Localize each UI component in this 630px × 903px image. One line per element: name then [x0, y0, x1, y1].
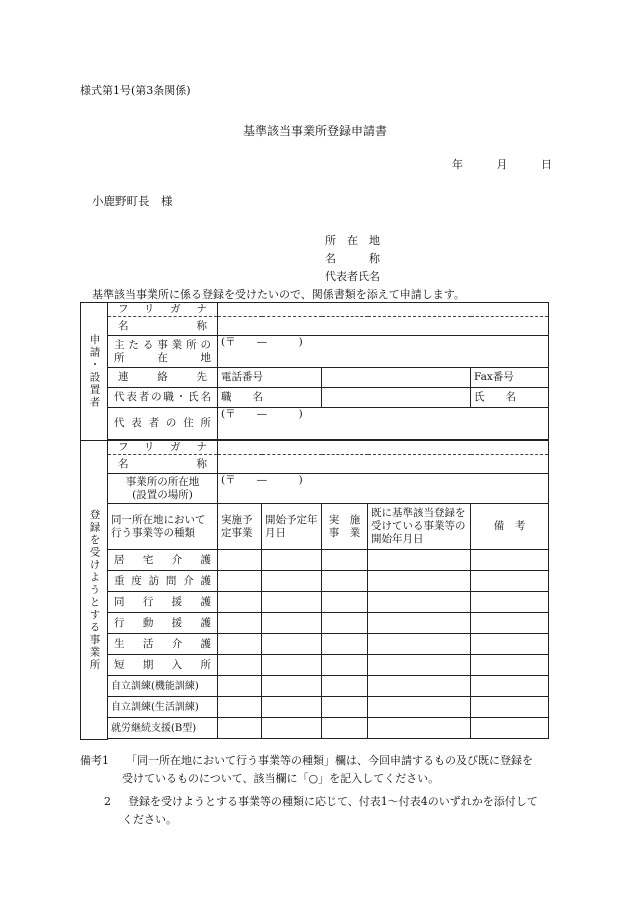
s1-rep-address-field[interactable] [218, 408, 549, 440]
cell[interactable] [262, 697, 322, 718]
s1-main-office-field[interactable] [218, 336, 549, 368]
document-title: 基準該当事業所登録申請書 [242, 124, 387, 138]
s1-main-office-line1: 主たる事業所の [114, 338, 211, 351]
s2-office-addr-line1: 事業所の所在地 [125, 475, 200, 488]
s1-tel-field[interactable] [322, 368, 471, 388]
col-planned-header: 実施予定事業 [218, 504, 262, 550]
section1-label: 申請・設置者 [81, 303, 108, 441]
note-1 [80, 752, 533, 770]
cell[interactable] [218, 655, 262, 676]
note-2-label: 2 [104, 795, 111, 808]
col-type-header: 同一所在地において行う事業等の種類 [108, 504, 218, 550]
s1-postal2: (〒 — ) [221, 408, 303, 420]
cell[interactable] [218, 676, 262, 697]
s1-fullname-label: 氏 名 [471, 388, 549, 408]
s1-position-label: 職 名 [218, 388, 322, 408]
cell[interactable] [322, 634, 368, 655]
s1-rep-address-label: 代表者の住所 [108, 408, 218, 440]
s1-name-field[interactable] [218, 317, 549, 336]
s1-postal: (〒 — ) [221, 336, 303, 348]
s2-office-addr-label [108, 474, 218, 504]
cell[interactable] [262, 550, 322, 571]
cell[interactable] [368, 550, 471, 571]
cell[interactable] [262, 655, 322, 676]
s1-fax-label: Fax番号 [471, 368, 549, 388]
application-table [80, 302, 549, 740]
cell[interactable] [262, 571, 322, 592]
s1-tel-label: 電話番号 [218, 368, 322, 388]
s2-name-field[interactable] [218, 455, 549, 474]
cell[interactable] [218, 571, 262, 592]
cell[interactable] [471, 697, 549, 718]
cell[interactable] [262, 613, 322, 634]
date-year: 年 [452, 158, 463, 171]
s1-main-office-label [108, 336, 218, 368]
col-start-header: 開始予定年月日 [262, 504, 322, 550]
s1-rep-title-label: 代表者の職・氏名 [108, 388, 218, 408]
col-existing-header: 既に基準該当登録を受けている事業等の開始年月日 [368, 504, 471, 550]
cell[interactable] [322, 592, 368, 613]
cell[interactable] [322, 697, 368, 718]
cell[interactable] [322, 655, 368, 676]
s2-office-addr-field[interactable] [218, 474, 549, 504]
cell[interactable] [218, 697, 262, 718]
note-1-line1: 「同一所在地において行う事業等の種類」欄は、今回申請するもの及び既に登録を [126, 754, 533, 767]
cell[interactable] [368, 634, 471, 655]
service-row-label: 就労継続支援(B型) [108, 718, 218, 739]
s2-furigana-field[interactable] [218, 441, 549, 455]
s1-contact-label: 連絡先 [108, 368, 218, 388]
cell[interactable] [368, 697, 471, 718]
cell[interactable] [368, 676, 471, 697]
cell[interactable] [322, 718, 368, 739]
s2-furigana-label: フリガナ [108, 441, 218, 455]
cell[interactable] [218, 718, 262, 739]
cell[interactable] [471, 718, 549, 739]
cell[interactable] [262, 676, 322, 697]
service-row-label: 短期入所 [108, 655, 218, 676]
s2-office-addr-line2: (設置の場所) [132, 488, 193, 501]
addressee: 小鹿野町長 様 [92, 194, 173, 208]
cell[interactable] [218, 592, 262, 613]
col-impl-header: 実 施事 業 [322, 504, 368, 550]
s1-furigana-field[interactable] [218, 303, 549, 317]
cell[interactable] [262, 718, 322, 739]
cell[interactable] [262, 634, 322, 655]
col-remarks-header: 備 考 [471, 504, 549, 550]
applicant-rep-label: 代表者氏名 [325, 270, 380, 283]
cell[interactable] [262, 592, 322, 613]
s2-name-label: 名称 [108, 455, 218, 474]
s1-furigana-label: フリガナ [108, 303, 218, 317]
service-row-label: 行動援護 [108, 613, 218, 634]
section2-label: 登録を受けようとする事業所 [81, 441, 108, 740]
cell[interactable] [322, 571, 368, 592]
cell[interactable] [322, 550, 368, 571]
cell[interactable] [471, 613, 549, 634]
cell[interactable] [471, 634, 549, 655]
applicant-address-label: 所 在 地 [325, 234, 380, 247]
service-row-label: 自立訓練(機能訓練) [108, 676, 218, 697]
cell[interactable] [471, 676, 549, 697]
cell[interactable] [471, 655, 549, 676]
applicant-name-label: 名 称 [325, 252, 380, 265]
cell[interactable] [471, 571, 549, 592]
service-row-label: 同行援護 [108, 592, 218, 613]
cell[interactable] [368, 592, 471, 613]
cell[interactable] [471, 550, 549, 571]
note-2-line1: 登録を受けようとする事業等の種類に応じて、付表1～付表4のいずれかを添付して [128, 795, 538, 808]
cell[interactable] [368, 571, 471, 592]
date-day: 日 [541, 158, 552, 171]
note-2-line2: ください。 [122, 813, 177, 826]
service-row-label: 重度訪問介護 [108, 571, 218, 592]
date-month: 月 [496, 158, 508, 171]
s1-name-label: 名称 [108, 317, 218, 336]
cell[interactable] [218, 550, 262, 571]
date-line [452, 156, 552, 172]
service-row-label: 自立訓練(生活訓練) [108, 697, 218, 718]
service-row-label: 居宅介護 [108, 550, 218, 571]
note-1-label: 備考1 [80, 754, 109, 767]
s2-postal: (〒 — ) [221, 474, 303, 486]
note-2 [104, 793, 538, 811]
intro-text: 基準該当事業所に係る登録を受けたいので、関係書類を添えて申請します。 [92, 288, 465, 301]
cell[interactable] [471, 592, 549, 613]
cell[interactable] [218, 613, 262, 634]
cell[interactable] [322, 613, 368, 634]
note-1-line2: 受けているものについて、該当欄に「○」を記入してください。 [122, 772, 440, 785]
cell[interactable] [322, 676, 368, 697]
cell[interactable] [368, 655, 471, 676]
cell[interactable] [368, 613, 471, 634]
s1-main-office-line2: 所在地 [114, 351, 211, 364]
service-row-label: 生活介護 [108, 634, 218, 655]
cell[interactable] [218, 634, 262, 655]
form-number: 様式第1号(第3条関係) [80, 84, 191, 97]
cell[interactable] [368, 718, 471, 739]
s1-position-field[interactable] [322, 388, 471, 408]
